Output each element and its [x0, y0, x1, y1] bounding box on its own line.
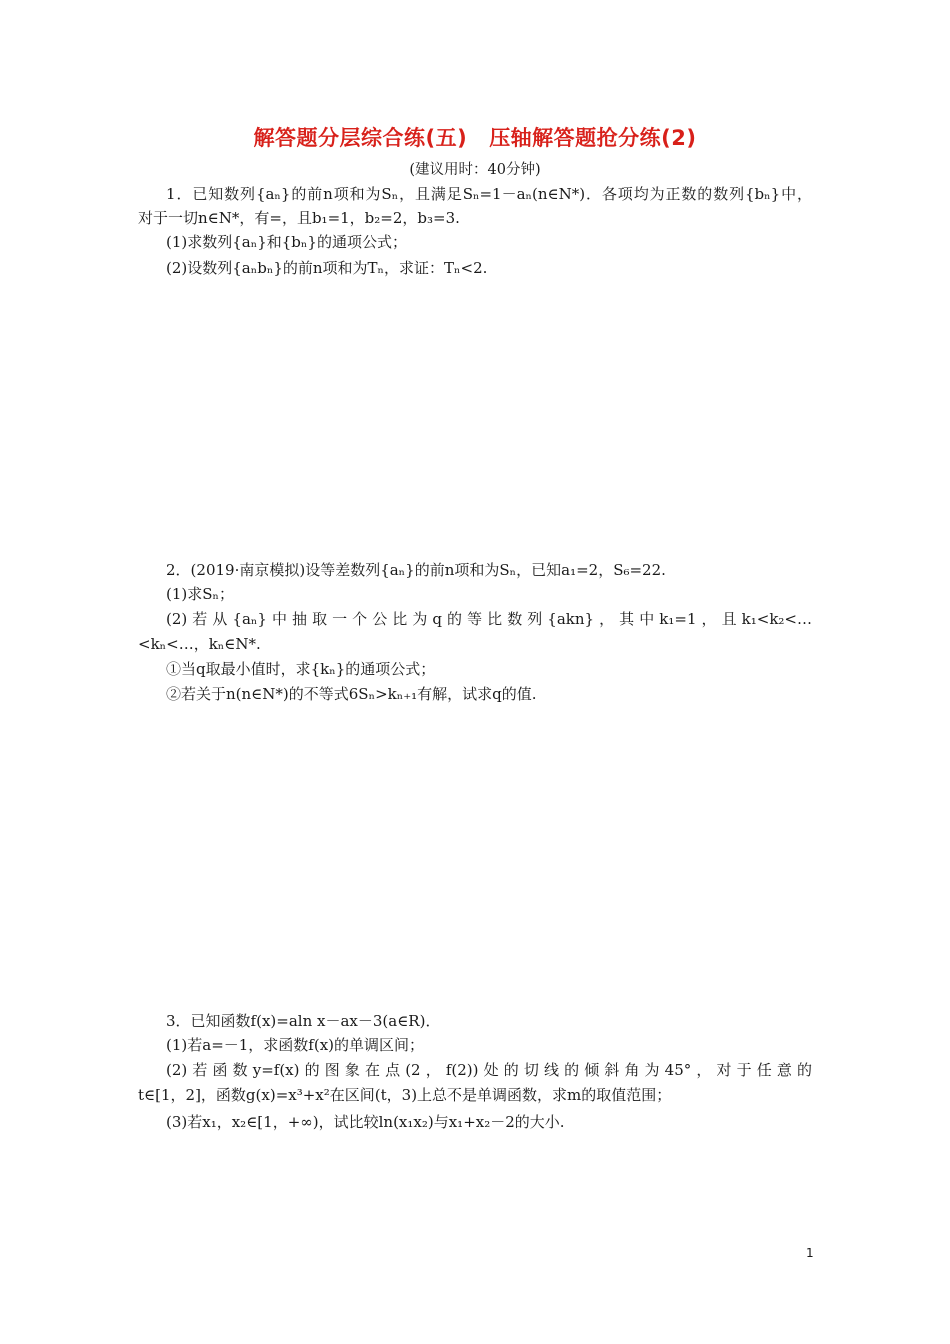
suggested-time: (建议用时：40分钟) — [409, 162, 541, 178]
problem-1-part-2: (2)设数列{aₙbₙ}的前n项和为Tₙ，求证：Tₙ<2. — [166, 259, 488, 277]
problem-1-line-2: 对于一切n∈N*，有=，且b₁=1，b₂=2，b₃=3. — [138, 209, 460, 227]
title-part-1: 解答题分层综合练(五) — [253, 126, 468, 150]
problem-2-part-2-line-2: <kₙ<…，kₙ∈N*. — [138, 635, 261, 653]
problem-3-part-2-line-1: (2)若函数y=f(x)的图象在点(2，f(2))处的切线的倾斜角为45°，对于任意的 — [166, 1061, 812, 1079]
problem-2-subpart-1: ①当q取最小值时，求{kₙ}的通项公式； — [166, 660, 436, 678]
title-part-2: 压轴解答题抢分练(2) — [489, 126, 697, 150]
page-title — [0, 122, 950, 152]
problem-2-part-1: (1)求Sₙ； — [166, 585, 235, 603]
problem-3-part-1: (1)若a=－1，求函数f(x)的单调区间； — [166, 1036, 425, 1054]
problem-2-subpart-2: ②若关于n(n∈N*)的不等式6Sₙ>kₙ₊₁有解，试求q的值. — [166, 685, 537, 703]
problem-3-part-3: (3)若x₁，x₂∈[1，+∞)，试比较ln(x₁x₂)与x₁+x₂－2的大小. — [166, 1113, 565, 1131]
page-number: 1 — [806, 1246, 814, 1260]
problem-1-part-1: (1)求数列{aₙ}和{bₙ}的通项公式； — [166, 233, 407, 251]
problem-2-part-2-line-1: (2)若从{aₙ}中抽取一个公比为q的等比数列{akn}，其中k₁=1，且k₁<k₂<… — [166, 610, 812, 628]
problem-1-line-1: 1．已知数列{aₙ}的前n项和为Sₙ，且满足Sₙ=1－aₙ(n∈N*)．各项均为正数的数列{bₙ}中， — [166, 185, 812, 203]
problem-3-part-2-line-2: t∈[1，2]，函数g(x)=x³+x²在区间(t，3)上总不是单调函数，求m的取值范围； — [138, 1086, 672, 1104]
problem-3-line-1: 3．已知函数f(x)=aln x－ax－3(a∈R)． — [166, 1012, 441, 1030]
problem-2-line-1: 2．(2019·南京模拟)设等差数列{aₙ}的前n项和为Sₙ，已知a₁=2，S₆=22. — [166, 561, 666, 579]
